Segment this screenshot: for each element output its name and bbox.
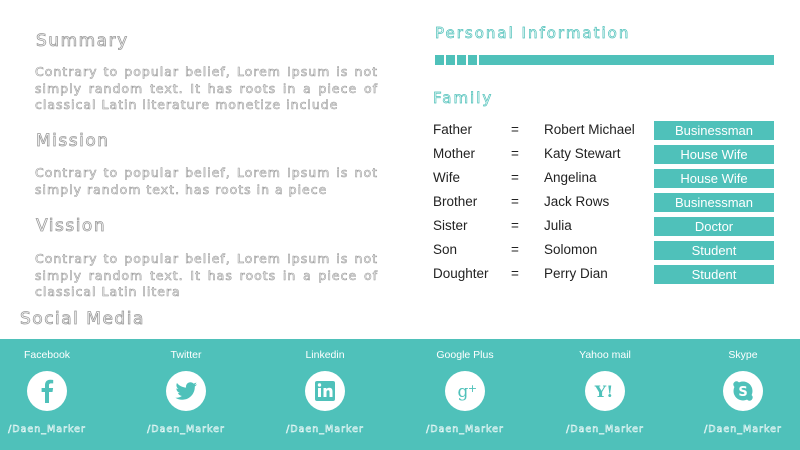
progress-segment xyxy=(468,55,477,65)
occupation-badge: Businessman xyxy=(654,193,774,212)
family-row xyxy=(433,193,774,212)
progress-segment xyxy=(479,55,774,65)
relation-label: Son xyxy=(433,242,458,257)
social-handle: /Daen_Marker xyxy=(566,424,644,435)
occupation-badge: Student xyxy=(654,241,774,260)
member-name: Perry Dian xyxy=(544,266,608,281)
summary-title: Summary xyxy=(36,31,129,51)
svg-text:Y!: Y! xyxy=(594,382,614,401)
summary-text: Contrary to popular belief, Lorem Ipsum is not simply random text. It has roots in a piece of classical Latin literature monetize include xyxy=(35,64,378,112)
progress-segment xyxy=(435,55,444,65)
equals-sign: = xyxy=(511,122,519,137)
occupation-badge: Businessman xyxy=(654,121,774,140)
twitter-icon[interactable] xyxy=(166,371,206,411)
svg-text:g: g xyxy=(457,382,469,402)
social-handle: /Daen_Marker xyxy=(8,424,86,435)
vission-text: Contrary to popular belief, Lorem Ipsum is not simply random text. It has roots in a piece of classical Latin litera xyxy=(35,251,378,299)
social-label: Facebook xyxy=(23,349,71,361)
vission-title: Vission xyxy=(36,216,107,236)
member-name: Solomon xyxy=(544,242,598,257)
member-name: Katy Stewart xyxy=(544,146,621,161)
social-label: Twitter xyxy=(170,349,202,361)
progress-segment xyxy=(457,55,466,65)
occupation-badge: House Wife xyxy=(654,169,774,188)
svg-text:S: S xyxy=(738,385,748,400)
social-handle: /Daen_Marker xyxy=(286,424,364,435)
social-media-bar xyxy=(0,339,800,450)
member-name: Jack Rows xyxy=(544,194,610,209)
mission-text: Contrary to popular belief, Lorem Ipsum is not simply random text. has roots in a piece xyxy=(35,165,378,197)
occupation-badge: House Wife xyxy=(654,145,774,164)
member-name: Robert Michael xyxy=(544,122,635,137)
social-handle: /Daen_Marker xyxy=(426,424,504,435)
family-row xyxy=(433,169,774,188)
family-row xyxy=(433,145,774,164)
svg-text:+: + xyxy=(467,382,478,395)
relation-label: Brother xyxy=(433,194,478,209)
social-label: Yahoo mail xyxy=(579,349,631,361)
social-handle: /Daen_Marker xyxy=(704,424,782,435)
family-title: Family xyxy=(433,89,494,107)
social-handle: /Daen_Marker xyxy=(147,424,225,435)
equals-sign: = xyxy=(511,146,519,161)
social-label: Skype xyxy=(728,349,758,361)
equals-sign: = xyxy=(511,194,519,209)
linkedin-icon[interactable] xyxy=(305,371,345,411)
equals-sign: = xyxy=(511,266,519,281)
equals-sign: = xyxy=(511,218,519,233)
social-label: Google Plus xyxy=(436,349,494,361)
relation-label: Sister xyxy=(433,218,468,233)
member-name: Julia xyxy=(544,218,572,233)
progress-segment xyxy=(446,55,455,65)
yahoo-icon[interactable] xyxy=(585,371,625,411)
family-row xyxy=(433,241,774,260)
mission-title: Mission xyxy=(36,131,110,151)
equals-sign: = xyxy=(511,242,519,257)
occupation-badge: Doctor xyxy=(654,217,774,236)
personal-progress-bar xyxy=(435,55,774,65)
social-label: Linkedin xyxy=(305,349,345,361)
personal-information-title: Personal Information xyxy=(435,24,631,42)
family-row xyxy=(433,265,774,284)
relation-label: Wife xyxy=(433,170,460,185)
occupation-badge: Student xyxy=(654,265,774,284)
social-media-title: Social Media xyxy=(20,309,145,329)
member-name: Angelina xyxy=(544,170,597,185)
skype-icon[interactable] xyxy=(723,371,763,411)
facebook-icon[interactable] xyxy=(27,371,67,411)
relation-label: Doughter xyxy=(433,266,489,281)
google-plus-icon[interactable] xyxy=(445,371,485,411)
relation-label: Mother xyxy=(433,146,476,161)
relation-label: Father xyxy=(433,122,473,137)
family-row xyxy=(433,217,774,236)
equals-sign: = xyxy=(511,170,519,185)
family-row xyxy=(433,121,774,140)
